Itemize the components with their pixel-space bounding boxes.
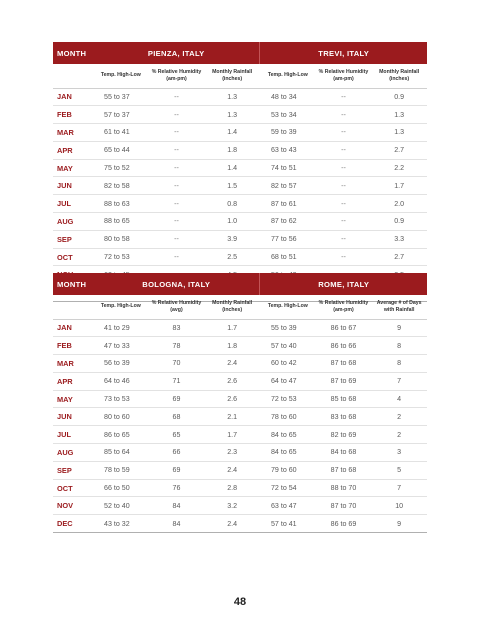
temp-cell: 72 to 53 bbox=[260, 390, 316, 408]
humidity-cell: -- bbox=[316, 177, 372, 195]
humidity-cell: -- bbox=[149, 284, 205, 302]
temp-cell: 56 to 43 bbox=[260, 266, 316, 284]
humidity-cell: 87 to 69 bbox=[316, 372, 372, 390]
rainfall-cell: 1.7 bbox=[204, 319, 260, 337]
humidity-cell: -- bbox=[149, 248, 205, 266]
humidity-cell: -- bbox=[149, 266, 205, 284]
rainfall-cell: 7 bbox=[371, 372, 427, 390]
humidity-cell: 85 to 68 bbox=[316, 390, 372, 408]
temp-cell: 61 to 41 bbox=[93, 124, 149, 142]
month-cell: AUG bbox=[53, 444, 93, 462]
subheader-spacer bbox=[53, 64, 93, 88]
temp-cell: 59 to 39 bbox=[260, 124, 316, 142]
month-cell: DEC bbox=[53, 284, 93, 302]
table-body bbox=[53, 88, 427, 302]
rainfall-cell: 2.4 bbox=[204, 355, 260, 373]
rainfall-cell: 3.2 bbox=[204, 497, 260, 515]
table-row bbox=[53, 159, 427, 177]
table-row bbox=[53, 372, 427, 390]
humidity-cell: 86 to 69 bbox=[316, 515, 372, 533]
temp-cell: 72 to 53 bbox=[93, 248, 149, 266]
humidity-cell: -- bbox=[149, 195, 205, 213]
rainfall-cell: 3 bbox=[371, 444, 427, 462]
humidity-cell: 66 bbox=[149, 444, 205, 462]
temp-cell: 55 to 39 bbox=[93, 284, 149, 302]
humidity-cell: -- bbox=[316, 248, 372, 266]
month-cell: MAY bbox=[53, 390, 93, 408]
humidity-cell: 78 bbox=[149, 337, 205, 355]
climate-table-pienza-trevi bbox=[53, 42, 427, 302]
humidity-cell: 86 to 67 bbox=[316, 319, 372, 337]
table-row bbox=[53, 88, 427, 106]
table-row bbox=[53, 497, 427, 515]
rainfall-cell: 1.0 bbox=[204, 213, 260, 231]
temp-cell: 55 to 37 bbox=[93, 88, 149, 106]
rainfall-cell: 8 bbox=[371, 355, 427, 373]
month-cell: JUL bbox=[53, 426, 93, 444]
month-cell: JUN bbox=[53, 177, 93, 195]
subheader-rainfall: Monthly Rainfall (inches) bbox=[204, 64, 260, 88]
humidity-cell: -- bbox=[149, 88, 205, 106]
table-row bbox=[53, 515, 427, 533]
rainfall-cell: 2.2 bbox=[371, 159, 427, 177]
humidity-cell: 86 to 66 bbox=[316, 337, 372, 355]
table-row bbox=[53, 444, 427, 462]
subheader-humidity: % Relative Humidity (am-pm) bbox=[316, 64, 372, 88]
humidity-cell: -- bbox=[316, 284, 372, 302]
humidity-cell: -- bbox=[316, 213, 372, 231]
city-header-trevi: TREVI, ITALY bbox=[318, 48, 370, 58]
humidity-cell: -- bbox=[149, 230, 205, 248]
table-row bbox=[53, 230, 427, 248]
rainfall-cell: 2.0 bbox=[371, 195, 427, 213]
rainfall-cell: 1.8 bbox=[204, 141, 260, 159]
humidity-cell: 84 bbox=[149, 515, 205, 533]
table-row bbox=[53, 106, 427, 124]
humidity-cell: 84 bbox=[149, 497, 205, 515]
humidity-cell: -- bbox=[149, 106, 205, 124]
humidity-cell: -- bbox=[149, 213, 205, 231]
table-row bbox=[53, 408, 427, 426]
rainfall-cell: 2 bbox=[371, 426, 427, 444]
temp-cell: 73 to 53 bbox=[93, 390, 149, 408]
humidity-cell: -- bbox=[316, 230, 372, 248]
month-cell: JAN bbox=[53, 88, 93, 106]
humidity-cell: 83 to 68 bbox=[316, 408, 372, 426]
rainfall-cell: 9 bbox=[371, 515, 427, 533]
rainfall-cell: 2.1 bbox=[204, 408, 260, 426]
rainfall-cell: 1.7 bbox=[204, 426, 260, 444]
month-cell: APR bbox=[53, 141, 93, 159]
table-row bbox=[53, 124, 427, 142]
month-cell: MAR bbox=[53, 124, 93, 142]
temp-cell: 48 to 34 bbox=[260, 88, 316, 106]
table-row bbox=[53, 479, 427, 497]
month-column-header: MONTH bbox=[57, 279, 87, 289]
table-row bbox=[53, 248, 427, 266]
month-cell: FEB bbox=[53, 337, 93, 355]
rainfall-cell: 2.5 bbox=[204, 248, 260, 266]
rainfall-cell: 1.8 bbox=[204, 337, 260, 355]
temp-cell: 47 to 33 bbox=[93, 337, 149, 355]
humidity-cell: 87 to 68 bbox=[316, 461, 372, 479]
rainfall-cell: 2.6 bbox=[204, 390, 260, 408]
temp-cell: 75 to 52 bbox=[93, 159, 149, 177]
temp-cell: 82 to 58 bbox=[93, 177, 149, 195]
rainfall-cell: 8 bbox=[371, 337, 427, 355]
rainfall-cell: 4.5 bbox=[204, 266, 260, 284]
temp-cell: 55 to 39 bbox=[260, 319, 316, 337]
month-cell: NOV bbox=[53, 497, 93, 515]
temp-cell: 65 to 44 bbox=[93, 141, 149, 159]
temp-cell: 41 to 29 bbox=[93, 319, 149, 337]
humidity-cell: 82 to 69 bbox=[316, 426, 372, 444]
rainfall-cell: 1.3 bbox=[204, 106, 260, 124]
rainfall-cell: 1.7 bbox=[371, 177, 427, 195]
subheader-humidity: % Relative Humidity (avg) bbox=[149, 295, 205, 319]
temp-cell: 78 to 60 bbox=[260, 408, 316, 426]
subheader-humidity: % Relative Humidity (am-pm) bbox=[316, 295, 372, 319]
rainfall-cell: 0.9 bbox=[371, 88, 427, 106]
temp-cell: 72 to 54 bbox=[260, 479, 316, 497]
humidity-cell: -- bbox=[316, 88, 372, 106]
rainfall-cell: 10 bbox=[371, 497, 427, 515]
humidity-cell: -- bbox=[149, 159, 205, 177]
rainfall-cell: 2.7 bbox=[371, 141, 427, 159]
humidity-cell: 87 to 70 bbox=[316, 497, 372, 515]
temp-cell: 52 to 40 bbox=[93, 497, 149, 515]
temp-cell: 86 to 65 bbox=[93, 426, 149, 444]
table-body bbox=[53, 319, 427, 533]
month-cell: OCT bbox=[53, 248, 93, 266]
temp-cell: 53 to 34 bbox=[260, 106, 316, 124]
humidity-cell: 88 to 70 bbox=[316, 479, 372, 497]
rainfall-cell: 1.3 bbox=[371, 124, 427, 142]
humidity-cell: 76 bbox=[149, 479, 205, 497]
temp-cell: 63 to 43 bbox=[260, 141, 316, 159]
rainfall-cell: 7 bbox=[371, 479, 427, 497]
climate-table-bologna-rome bbox=[53, 273, 427, 533]
temp-cell: 84 to 65 bbox=[260, 444, 316, 462]
subheader-temp: Temp. High-Low bbox=[260, 295, 316, 319]
humidity-cell: -- bbox=[149, 141, 205, 159]
temp-cell: 43 to 32 bbox=[93, 515, 149, 533]
humidity-cell: 68 bbox=[149, 408, 205, 426]
humidity-cell: 83 bbox=[149, 319, 205, 337]
temp-cell: 49 to 37 bbox=[260, 284, 316, 302]
temp-cell: 79 to 60 bbox=[260, 461, 316, 479]
humidity-cell: -- bbox=[316, 141, 372, 159]
humidity-cell: -- bbox=[316, 159, 372, 177]
rainfall-cell: 0.9 bbox=[371, 213, 427, 231]
subheader-humidity: % Relative Humidity (am-pm) bbox=[149, 64, 205, 88]
temp-cell: 85 to 64 bbox=[93, 444, 149, 462]
humidity-cell: 69 bbox=[149, 390, 205, 408]
table-header-row bbox=[53, 273, 427, 295]
humidity-cell: -- bbox=[149, 177, 205, 195]
table-row bbox=[53, 337, 427, 355]
rainfall-cell: 1.5 bbox=[204, 177, 260, 195]
city-header-rome: ROME, ITALY bbox=[318, 279, 370, 289]
rainfall-cell: 5 bbox=[371, 461, 427, 479]
rainfall-cell: 2.4 bbox=[204, 461, 260, 479]
temp-cell: 66 to 50 bbox=[93, 479, 149, 497]
temp-cell: 68 to 51 bbox=[260, 248, 316, 266]
temp-cell: 57 to 37 bbox=[93, 106, 149, 124]
table-row bbox=[53, 426, 427, 444]
humidity-cell: -- bbox=[316, 195, 372, 213]
month-cell: JUN bbox=[53, 408, 93, 426]
table-row bbox=[53, 461, 427, 479]
rainfall-cell: 2.8 bbox=[371, 284, 427, 302]
rainfall-cell: 1.3 bbox=[371, 106, 427, 124]
humidity-cell: 65 bbox=[149, 426, 205, 444]
humidity-cell: 71 bbox=[149, 372, 205, 390]
rainfall-cell: 0.8 bbox=[204, 195, 260, 213]
rainfall-cell: 2.8 bbox=[204, 479, 260, 497]
month-cell: NOV bbox=[53, 266, 93, 284]
rainfall-cell: 1.4 bbox=[204, 124, 260, 142]
subheader-spacer bbox=[53, 295, 93, 319]
temp-cell: 87 to 61 bbox=[260, 195, 316, 213]
temp-cell: 64 to 46 bbox=[93, 372, 149, 390]
month-cell: AUG bbox=[53, 213, 93, 231]
temp-cell: 82 to 57 bbox=[260, 177, 316, 195]
table-row bbox=[53, 177, 427, 195]
rainfall-cell: 2.3 bbox=[204, 444, 260, 462]
humidity-cell: -- bbox=[316, 124, 372, 142]
temp-cell: 64 to 47 bbox=[260, 372, 316, 390]
table-header-row bbox=[53, 42, 427, 64]
subheader-temp: Temp. High-Low bbox=[93, 64, 149, 88]
temp-cell: 62 to 45 bbox=[93, 266, 149, 284]
humidity-cell: -- bbox=[149, 124, 205, 142]
temp-cell: 63 to 47 bbox=[260, 497, 316, 515]
rainfall-cell: 9 bbox=[371, 319, 427, 337]
temp-cell: 87 to 62 bbox=[260, 213, 316, 231]
month-cell: MAR bbox=[53, 355, 93, 373]
humidity-cell: 84 to 68 bbox=[316, 444, 372, 462]
temp-cell: 88 to 65 bbox=[93, 213, 149, 231]
column-subheader-row bbox=[53, 64, 427, 88]
temp-cell: 74 to 51 bbox=[260, 159, 316, 177]
column-subheader-row bbox=[53, 295, 427, 319]
temp-cell: 78 to 59 bbox=[93, 461, 149, 479]
subheader-temp: Temp. High-Low bbox=[260, 64, 316, 88]
month-cell: DEC bbox=[53, 515, 93, 533]
temp-cell: 88 to 63 bbox=[93, 195, 149, 213]
table-row bbox=[53, 319, 427, 337]
month-cell: FEB bbox=[53, 106, 93, 124]
city-header-pienza: PIENZA, ITALY bbox=[93, 42, 260, 64]
month-cell: JAN bbox=[53, 319, 93, 337]
rainfall-cell: 1.4 bbox=[204, 159, 260, 177]
month-column-header: MONTH bbox=[57, 48, 87, 58]
table-row bbox=[53, 213, 427, 231]
subheader-temp: Temp. High-Low bbox=[93, 295, 149, 319]
rainfall-cell: 1.3 bbox=[204, 88, 260, 106]
subheader-rain-days: Average # of Days with Rainfall bbox=[371, 295, 427, 319]
rainfall-cell: 2.4 bbox=[204, 515, 260, 533]
humidity-cell: 87 to 68 bbox=[316, 355, 372, 373]
month-cell: SEP bbox=[53, 461, 93, 479]
rainfall-cell: 3.2 bbox=[204, 284, 260, 302]
rainfall-cell: 2.6 bbox=[204, 372, 260, 390]
humidity-cell: 70 bbox=[149, 355, 205, 373]
table-row bbox=[53, 195, 427, 213]
humidity-cell: -- bbox=[316, 266, 372, 284]
rainfall-cell: 3.3 bbox=[371, 230, 427, 248]
table-row bbox=[53, 141, 427, 159]
table-row bbox=[53, 390, 427, 408]
month-cell: MAY bbox=[53, 159, 93, 177]
temp-cell: 80 to 58 bbox=[93, 230, 149, 248]
humidity-cell: -- bbox=[316, 106, 372, 124]
rainfall-cell: 4 bbox=[371, 390, 427, 408]
temp-cell: 84 to 65 bbox=[260, 426, 316, 444]
subheader-rainfall: Monthly Rainfall (inches) bbox=[371, 64, 427, 88]
humidity-cell: 69 bbox=[149, 461, 205, 479]
month-cell: JUL bbox=[53, 195, 93, 213]
subheader-rainfall: Monthly Rainfall (inches) bbox=[204, 295, 260, 319]
city-header-bologna: BOLOGNA, ITALY bbox=[93, 273, 260, 295]
rainfall-cell: 3.9 bbox=[204, 230, 260, 248]
month-cell: APR bbox=[53, 372, 93, 390]
temp-cell: 60 to 42 bbox=[260, 355, 316, 373]
temp-cell: 77 to 56 bbox=[260, 230, 316, 248]
temp-cell: 80 to 60 bbox=[93, 408, 149, 426]
temp-cell: 57 to 41 bbox=[260, 515, 316, 533]
month-cell: OCT bbox=[53, 479, 93, 497]
table-row bbox=[53, 355, 427, 373]
rainfall-cell: 2 bbox=[371, 408, 427, 426]
month-cell: SEP bbox=[53, 230, 93, 248]
temp-cell: 57 to 40 bbox=[260, 337, 316, 355]
rainfall-cell: 2.7 bbox=[371, 248, 427, 266]
page-number: 48 bbox=[233, 596, 247, 608]
rainfall-cell: 2.5 bbox=[371, 266, 427, 284]
temp-cell: 56 to 39 bbox=[93, 355, 149, 373]
